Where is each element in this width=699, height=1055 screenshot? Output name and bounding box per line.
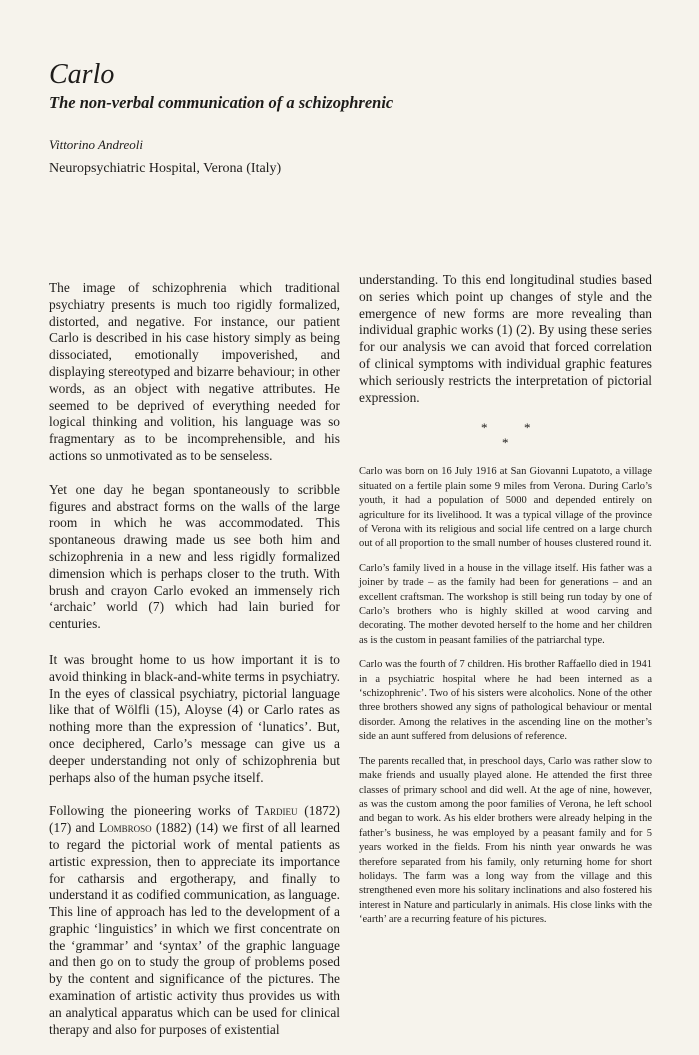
author-affiliation: Neuropsychiatric Hospital, Verona (Italy) [49, 161, 282, 176]
asterisk: * [502, 435, 509, 451]
text-run: (1872) (17) and [49, 803, 340, 836]
author-name: Vittorino Andreoli [49, 137, 144, 152]
paragraph: The image of schizophrenia which traditional psychiatry presents is much too rigidly formalized, distorted, and negative. For instance, our patient Carlo is described in his case history simply as being dissociated, emotionally impoverished, and displaying stereotyped and bizarre behaviour; in other words, as an object with negative attributes. He seemed to be deprived of everything needed for logical thinking and volition, his language was so fragmentary as to be incomprehensible, and his actions so unmotivated as to be senseless. [49, 280, 340, 463]
article-title: Carlo [49, 59, 115, 90]
section-divider [359, 414, 652, 450]
paragraph: Yet one day he began spontaneously to scribble figures and abstract forms on the walls of the large room in which he was accommodated. This spontaneous drawing made us see both him and schizophrenia in a new and less rigidly formalized dimension which is perhaps closer to the truth. With brush and crayon Carlo evoked an immensely rich ‘archaic’ world (7) which had lain buried for centuries. [49, 481, 340, 632]
paragraph [49, 803, 340, 1038]
article-subtitle: The non-verbal communication of a schizophrenic [49, 93, 394, 112]
paragraph: It was brought home to us how important it is to avoid thinking in black-and-white terms in psychiatry. In the eyes of classical psychiatry, pictorial language like that of Wölfli (15), Aloyse (4) or Carlo rates as nothing more than the expression of ‘lunatics’. But, once deciphered, Carlo’s message can give us a deeper understanding not only of schizophrenia but perhaps also of the human psyche itself. [49, 651, 340, 785]
right-column [359, 272, 652, 938]
paragraph: The parents recalled that, in preschool days, Carlo was rather slow to make friends and usually played alone. He attended the first three classes of primary school and did well. At the age of nine, however, as was the custom among the poor families of Verona, he left school and began to work. As his elder brothers were already helping in the father’s business, he was employed by a peasant family and for 5 years worked in the fields. From his ninth year onwards he was therefore separated from his family, only returning home for short holidays. The farm was a long way from the village and this strengthened even more his solitary inclinations and also fostered his interest in Nature and particularly in animals. His close links with the ‘earth’ are a recurring feature of his pictures. [359, 755, 652, 926]
paragraph: Carlo was the fourth of 7 children. His brother Raffaello died in 1941 in a psychiatric hospital where he had been interned as a ‘schizophrenic’. Two of his sisters were alcoholics. None of the other three brothers showed any signs of pathological behaviour or mental disorder. Among the relatives in the ascending line on the mother’s side an aunt suffered from delusions of reference. [359, 659, 652, 743]
cited-author: Lombroso [98, 820, 152, 836]
text-run: (1882) (14) we first of all learned to regard the pictorial work of mental patients as artistic expression, then to appreciate its importance for catharsis and ergotherapy, and finally to understand it as codified communication, as language. This line of approach has led to the development of a graphic ‘linguistics’ in which we first concentrate on the ‘grammar’ and ‘syntax’ of the graphic language and then go on to study the group of problems posed by the content and significance of the pictures. The examination of artistic activity thus provides us with an analytical apparatus which can be used for clinical therapy and also for purposes of existential [49, 820, 340, 1037]
paragraph: understanding. To this end longitudinal studies based on series which point up changes of style and the emergence of new forms are more revealing than individual graphic works (1) (2). By using these series for our analysis we can avoid that forced correlation of clinical symptoms with individual graphic features which seriously restricts the interpretation of pictorial expression. [359, 272, 652, 405]
paragraph: Carlo was born on 16 July 1916 at San Giovanni Lupatoto, a village situated on a fertile plain some 9 miles from Verona. During Carlo’s youth, it had a population of 5000 and depended entirely on agriculture for its livelihood. It was a typical village of the province of Verona with its religious and social life centred on a large church out of all proportion to the small number of houses clustered round it. [359, 466, 652, 550]
text-run: Following the pioneering works of [49, 803, 249, 819]
asterisk: * [524, 420, 531, 436]
asterisk: * [481, 420, 488, 436]
lead-block [359, 272, 652, 406]
biography-section [359, 465, 652, 927]
left-column [49, 280, 340, 1055]
cited-author: Tardieu [255, 803, 298, 819]
paragraph: Carlo’s family lived in a house in the village itself. His father was a joiner by trade – as the family had been for generations – and an excellent craftsman. The workshop is still being run today by one of Carlo’s brothers who is highly skilled at wood carving and decorating. The mother devoted herself to the home and her children as is the custom in peasant families of the patriarchal type. [359, 562, 652, 646]
